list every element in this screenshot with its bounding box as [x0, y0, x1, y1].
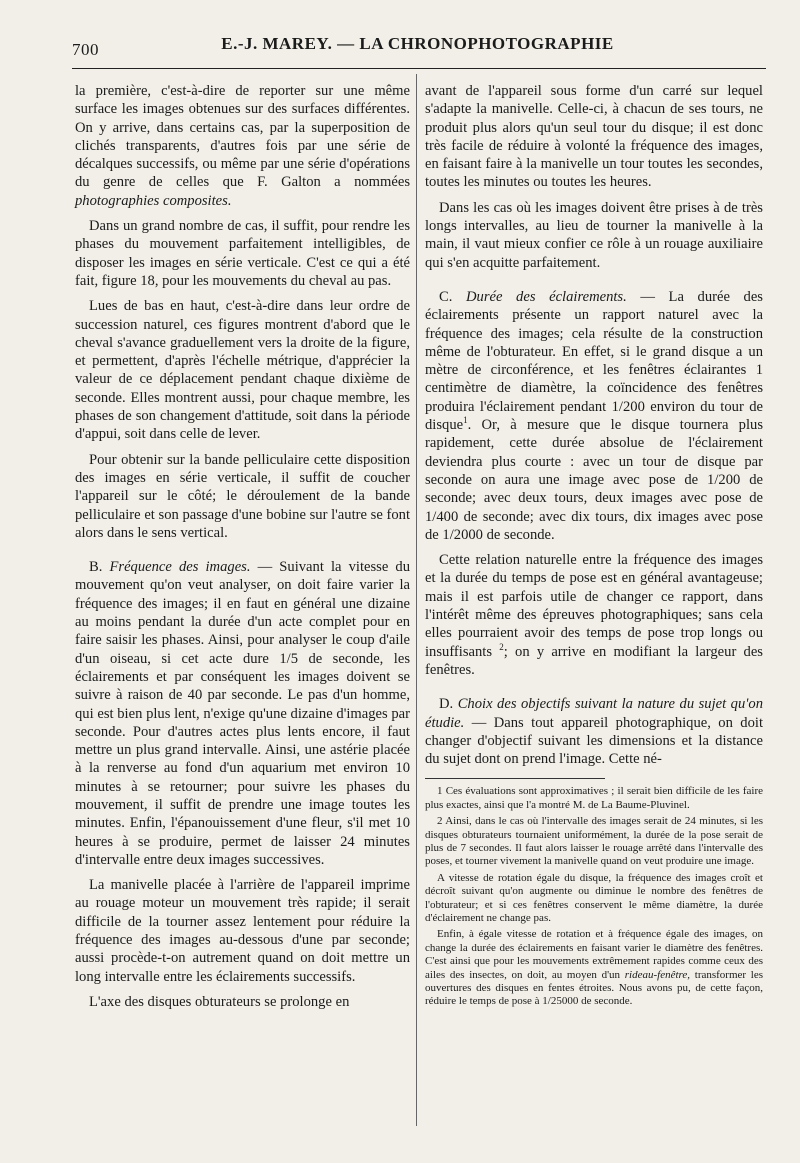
- section-title: Fréquence des images.: [109, 559, 251, 576]
- section-text: — La durée des éclairements présente un rapport naturel avec la fréquence des images; cela résulte de la construction même de l'obturateur. En effet, si le grand disque a un mètre de circonférence, et les fenêtres éclairantes 1 centimètre de diamètre, la coïncidence des fenêtres produira l'éclairement pendant 1/200 environ du tour de disque: [425, 288, 763, 434]
- paragraph: Pour obtenir sur la bande pelliculaire cette disposition des images en série verticale, il suffit de coucher l'appareil sur le côté; le déroulement de la bande pelliculaire et son passage d'une bobine sur l'autre se font alors dans le sens vertical.: [75, 451, 410, 541]
- paragraph: avant de l'appareil sous forme d'un carré sur lequel s'adapte la manivelle. Celle-ci, à chacun de ses tours, ne produit plus alors qu'un seul tour du disque; il est donc très facile de réduire à volonté la fréquence des images, en faisant faire à la manivelle un tour toutes les secondes, toutes les minutes ou toutes les heures.: [425, 83, 763, 191]
- section-d: [425, 695, 763, 768]
- section-text: — Dans tout appareil photographique, on doit changer d'objectif suivant les dimensions et la distance du sujet dont on prend l'image. Cette né-: [425, 714, 764, 768]
- paragraph: La manivelle placée à l'arrière de l'appareil imprime au rouage moteur un mouvement très rapide; il serait difficile de la tourner assez lentement pour réduire la fréquence des images au-dessous d'une par seconde; aussi procède-t-on autrement quand on doit mettre un long intervalle entre les éclairements successifs.: [75, 877, 410, 985]
- page-header: [70, 30, 765, 59]
- italic-term: rideau-fenêtre,: [624, 968, 691, 981]
- italic-term: photographies composites.: [75, 192, 232, 209]
- section-label: B.: [89, 559, 103, 576]
- footnote-ref: 1: [463, 415, 468, 426]
- footnote-rule: [425, 778, 605, 779]
- paragraph: L'axe des disques obturateurs se prolonge en: [89, 993, 350, 1010]
- footnote-text: transformer les ouvertures des disques en fentes étroites. Nous avons pu, de cette façon, réduire le temps de pose à 1/25000 de seconde.: [425, 968, 764, 1008]
- section-title: Choix des objectifs suivant la nature du sujet qu'on étudie.: [425, 696, 763, 731]
- section-label: C.: [439, 288, 453, 305]
- paragraph: Lues de bas en haut, c'est-à-dire dans leur ordre de succession naturel, ces figures montrent d'abord que le cheval s'avance graduellement vers la droite de la figure, et permettent, d'après l'échelle métrique, d'apprécier la valeur de ce déplacement pendant chaque dixième de seconde. Elles montrent aussi, pour chaque membre, les phases de son changement d'attitude, soit dans la période d'appui, soit dans celle de lever.: [75, 298, 410, 443]
- section-text: — Suivant la vitesse du mouvement qu'on veut analyser, on doit faire varier la fréquence des images; il en faut en général une dizaine au moins pendant la durée d'un acte complet pour en faire saisir les phases. Ainsi, pour analyser le coup d'aile d'un oiseau, si cet acte dure 1/5 de seconde, les éclairements et par conséquent les images doivent se suivre à raison de 40 par seconde. Le pas d'un homme, qui est bien plus lent, n'exige qu'une dizaine d'images par seconde. Pour d'autres actes plus lents encore, il faut mettre un plus grand intervalle. Ainsi, une astérie placée à la renverse au fond d'un aquarium met environ 10 minutes à se retourner; pour suivre les phases du mouvement, il suffit de prendre une image toutes les minutes. Enfin, l'épanouissement d'une fleur, s'il met 10 heures à se produire, permet de laisser 24 minutes d'intervalle entre deux images successives.: [75, 559, 410, 868]
- page-number: 700: [72, 40, 99, 59]
- footnote: 1 Ces évaluations sont approximatives ; il serait bien difficile de les faire plus exactes, ainsi que l'a montré M. de La Baume-Pluvinel.: [425, 785, 763, 811]
- paragraph-text: la première, c'est-à-dire de reporter sur une même surface les images obtenues sur des surfaces différentes. On y arrive, dans certains cas, par la superposition de clichés transparents, d'autres fois par une série de décalques successifs, ou même par une série d'opérations du genre de celles que F. Galton a nommées: [75, 83, 410, 191]
- column-divider: [416, 74, 417, 1126]
- paragraph-text: Cette relation naturelle entre la fréquence des images et la durée du temps de pose est en général avantageuse; mais il est parfois utile de changer ce rapport, dans l'intérêt même des épreuves photographiques; sans cela elles pourraient avoir des temps de pose trop longs ou insuffisants: [425, 552, 763, 660]
- paragraph: [425, 551, 763, 679]
- section-text: . Or, à mesure que le disque tournera plus rapidement, cette durée absolue de l'éclairement deviendra plus courte : avec un tour de disque par seconde on aura une image avec pose de 1/200 de seconde; avec deux tours, deux images avec pose de 1/400 de seconde; avec dix tours, dix images avec pose de 1/2000 de seconde.: [425, 417, 763, 543]
- paragraph: [75, 82, 410, 210]
- paragraph: Dans un grand nombre de cas, il suffit, pour rendre les phases du mouvement parfaitement intelligibles, de disposer les images en série verticale. C'est ce qui a été fait, figure 18, pour les mouvements du cheval au pas.: [75, 218, 410, 289]
- paragraph-text: ; on y arrive en modifiant la largeur des fenêtres.: [425, 643, 763, 678]
- section-b: [75, 558, 410, 869]
- section-c: [425, 288, 763, 544]
- left-column: [75, 82, 410, 1018]
- footnote-text: Enfin, à égale vitesse de rotation et à fréquence égale des images, on change la durée des éclairements en faisant varier le diamètre des fenêtres. C'est ainsi que pour les mouvements extrêmement rapides comme ceux des ailes des insectes, on doit, au moyen d'un: [425, 928, 763, 981]
- footnote-ref: 2: [499, 641, 504, 652]
- section-label: D.: [439, 696, 454, 713]
- footnote: A vitesse de rotation égale du disque, la fréquence des images croît et décroît suivant qu'on augmente ou diminue le nombre des fenêtres de l'obturateur; et si ces fenêtres conservent le même diamètre, la durée d'éclairement ne change pas.: [425, 871, 763, 925]
- footnote: 2 Ainsi, dans le cas où l'intervalle des images serait de 24 minutes, si les disques obturateurs tournaient uniformément, la durée de la pose serait de plus de 7 secondes. Il faut alors laisser le rouage arrêté dans l'intervalle des poses, et tourner vivement la manivelle quand on veut produire une image.: [425, 815, 763, 868]
- running-title: E.-J. MAREY. — LA CHRONOPHOTOGRAPHIE: [221, 34, 614, 53]
- section-title: Durée des éclairements.: [465, 288, 627, 305]
- paragraph: Dans les cas où les images doivent être prises à de très longs intervalles, au lieu de tourner la manivelle à la main, il vaut mieux confier ce rôle à un rouage auxiliaire qui s'en acquitte parfaitement.: [425, 199, 763, 271]
- header-rule: [72, 68, 766, 69]
- right-column: [425, 82, 763, 1012]
- footnote: [425, 928, 763, 1008]
